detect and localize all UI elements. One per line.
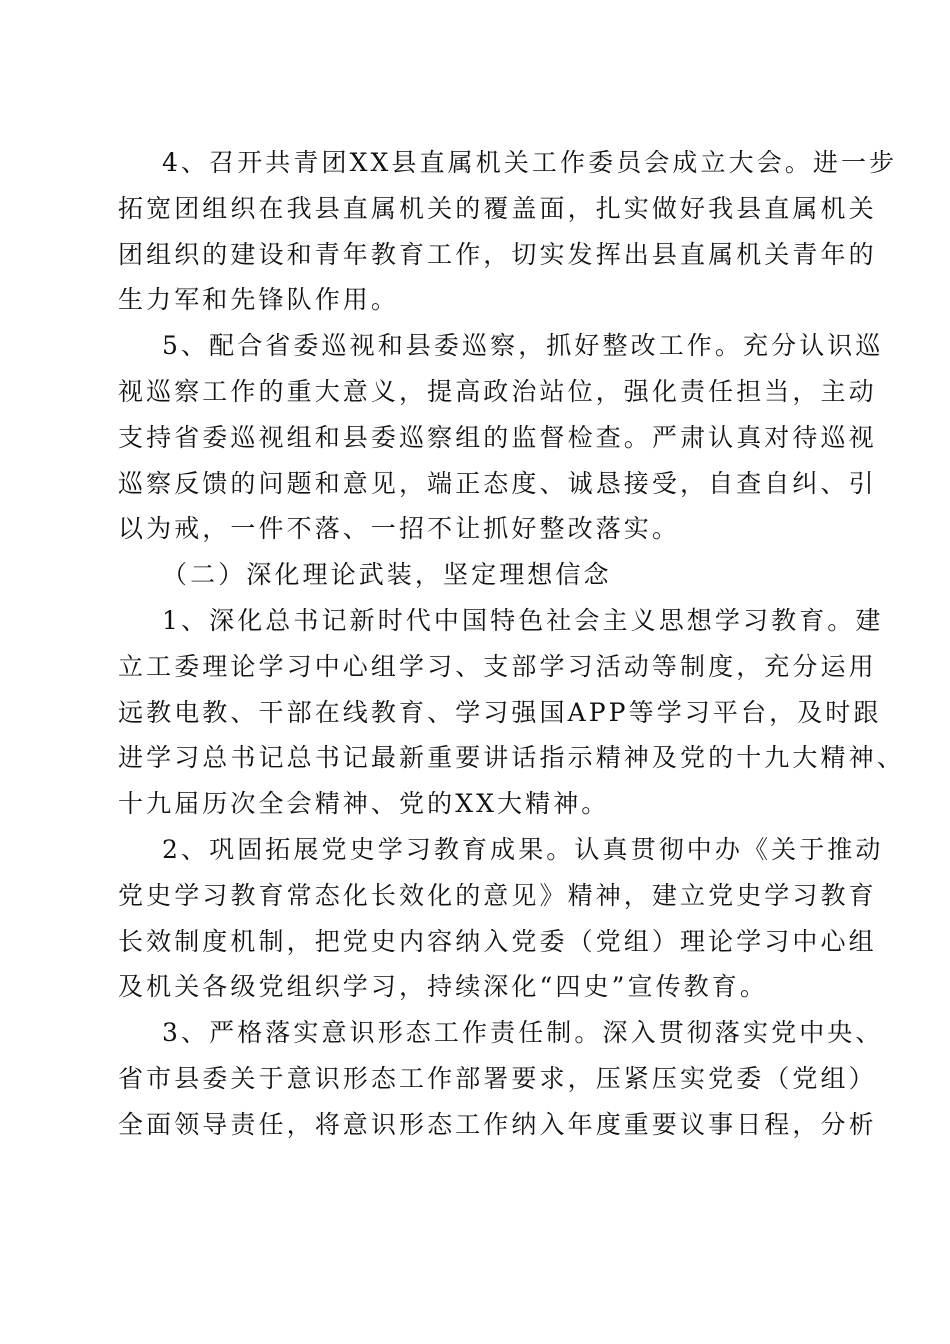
text-line: 全面领导责任，将意识形态工作纳入年度重要议事日程，分析: [118, 1109, 877, 1139]
section-heading: （二）深化理论武装，坚定理想信念: [162, 560, 612, 590]
document-body: [118, 140, 905, 1148]
text-line: 长效制度机制，把党史内容纳入党委（党组）理论学习中心组: [118, 926, 877, 956]
text-line: 支持省委巡视组和县委巡察组的监督检查。严肃认真对待巡视: [118, 422, 877, 452]
text-line: 巡察反馈的问题和意见，端正态度、诚恳接受，自查自纠、引: [118, 468, 877, 498]
text-line: 党史学习教育常态化长效化的意见》精神，建立党史学习教育: [118, 880, 877, 910]
text-line: 进学习总书记总书记最新重要讲话指示精神及党的十九大精神、: [118, 743, 905, 773]
text-line: 团组织的建设和青年教育工作，切实发挥出县直属机关青年的: [118, 239, 877, 269]
text-line: 4、召开共青团XX县直属机关工作委员会成立大会。进一步: [162, 148, 898, 177]
text-line: 远教电教、干部在线教育、学习强国APP等学习平台，及时跟: [118, 697, 882, 727]
text-line: 及机关各级党组织学习，持续深化“四史”宣传教育。: [118, 972, 768, 1002]
paragraph-item-3: [118, 1010, 884, 1147]
text-line: 5、配合省委巡视和县委巡察，抓好整改工作。充分认识巡: [162, 331, 884, 361]
text-line: 以为戒，一件不落、一招不让抓好整改落实。: [118, 514, 681, 544]
paragraph-item-4: [118, 140, 898, 323]
text-line: 3、严格落实意识形态工作责任制。深入贯彻落实党中央、: [162, 1018, 884, 1048]
text-line: 省市县委关于意识形态工作部署要求，压紧压实党委（党组）: [118, 1063, 877, 1093]
text-line: 十九届历次全会精神、党的XX大精神。: [118, 789, 610, 819]
paragraph-item-5: [118, 323, 884, 552]
text-line: 拓宽团组织在我县直属机关的覆盖面，扎实做好我县直属机关: [118, 193, 877, 223]
paragraph-item-1: [118, 598, 905, 827]
text-line: 视巡察工作的重大意义，提高政治站位，强化责任担当，主动: [118, 376, 877, 406]
text-line: 2、巩固拓展党史学习教育成果。认真贯彻中办《关于推动: [162, 834, 884, 864]
paragraph-item-2: [118, 827, 884, 1010]
text-line: 生力军和先锋队作用。: [118, 285, 400, 315]
text-line: 1、深化总书记新时代中国特色社会主义思想学习教育。建: [162, 605, 884, 635]
text-line: 立工委理论学习中心组学习、支部学习活动等制度，充分运用: [118, 651, 877, 681]
